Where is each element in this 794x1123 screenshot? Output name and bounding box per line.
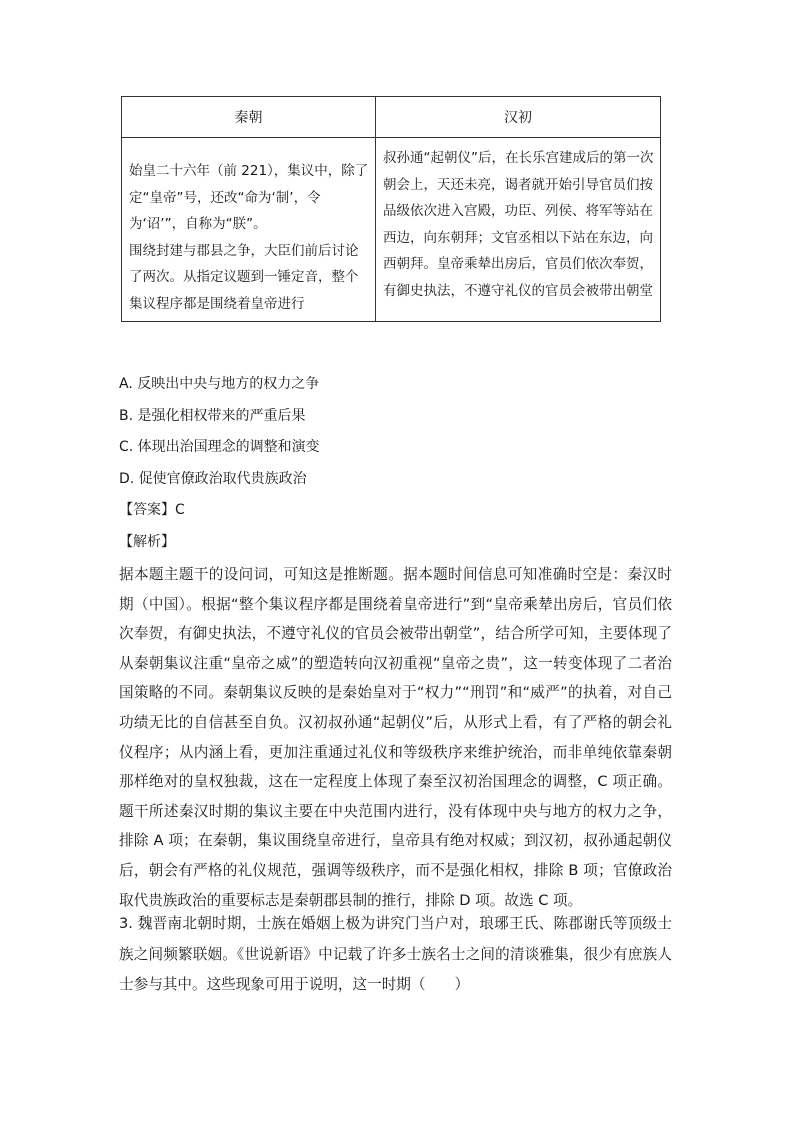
- analysis-label: 【解析】: [119, 534, 175, 550]
- qin-paragraph-1: 始皇二十六年（前 221），集议中，除了定“皇帝”号，还改“命为‘制’，令为‘诏’”，自称为“朕”。: [129, 163, 369, 232]
- cell-han: 叔孙通“起朝仪”后，在长乐宫建成后的第一次朝会上，天还未亮，谒者就开始引导官员们按品级依次进入宫殿，功臣、列侯、将军等站在西边，向东朝拜；文官丞相以下站在东边，向西朝拜。皇帝乘辇出房后，官员们依次奉贺，有御史执法，不遵守礼仪的官员会被带出朝堂: [376, 138, 661, 322]
- option-b: B. 是强化相权带来的严重后果: [119, 407, 306, 424]
- answer-line: 【答案】C: [119, 502, 185, 518]
- option-a: A. 反映出中央与地方的权力之争: [119, 376, 320, 392]
- next-question: 3. 魏晋南北朝时期，士族在婚姻上极为讲究门当户对，琅琊王氏、陈郡谢氏等顶级士族之间频繁联姻。《世说新语》中记载了许多士族名士之间的清谈雅集，很少有庶族人士参与其中。这些现象可用于说明，这一时期（ ）: [119, 915, 672, 993]
- qin-paragraph-2: 围绕封建与郡县之争，大臣们前后讨论了两次。从指定议题到一锤定音，整个集议程序都是围绕着皇帝进行: [129, 242, 359, 312]
- header-han: 汉初: [376, 97, 661, 138]
- header-qin: 秦朝: [122, 97, 376, 138]
- cell-qin: [122, 138, 376, 322]
- table-row: [122, 138, 661, 322]
- analysis-text: 据本题主题干的设问词，可知这是推断题。据本题时间信息可知准确时空是：秦汉时期（中国）。根据“整个集议程序都是围绕着皇帝进行”到“皇帝乘辇出房后，官员们依次奉贺，有御史执法，不遵守礼仪的官员会被带出朝堂”，结合所学可知，主要体现了从秦朝集议注重“皇帝之威”的塑造转向汉初重视“皇帝之贵”，这一转变体现了二者治国策略的不同。秦朝集议反映的是秦始皇对于“权力”“刑罚”和“威严”的执着，对自己功绩无比的自信甚至自负。汉初叔孙通“起朝仪”后，从形式上看，有了严格的朝会礼仪程序；从内涵上看，更加注重通过礼仪和等级秩序来维护统治，而非单纯依靠秦朝那样绝对的皇权独裁，这在一定程度上体现了秦至汉初治国理念的调整，C 项正确。题干所述秦汉时期的集议主要在中央范围内进行，没有体现中央与地方的权力之争，排除 A 项；在秦朝，集议围绕皇帝进行，皇帝具有绝对权威；到汉初，叔孙通起朝仪后，朝会有严格的礼仪规范，强调等级秩序，而不是强化相权，排除 B 项；官僚政治取代贵族政治的重要标志是秦朝郡县制的推行，排除 D 项。故选 C 项。: [119, 566, 672, 909]
- option-c: C. 体现出治国理念的调整和演变: [119, 439, 320, 455]
- comparison-table: [121, 96, 661, 322]
- table-header-row: [122, 97, 661, 138]
- option-d: D. 促使官僚政治取代贵族政治: [119, 470, 307, 487]
- answer-options: [119, 371, 679, 497]
